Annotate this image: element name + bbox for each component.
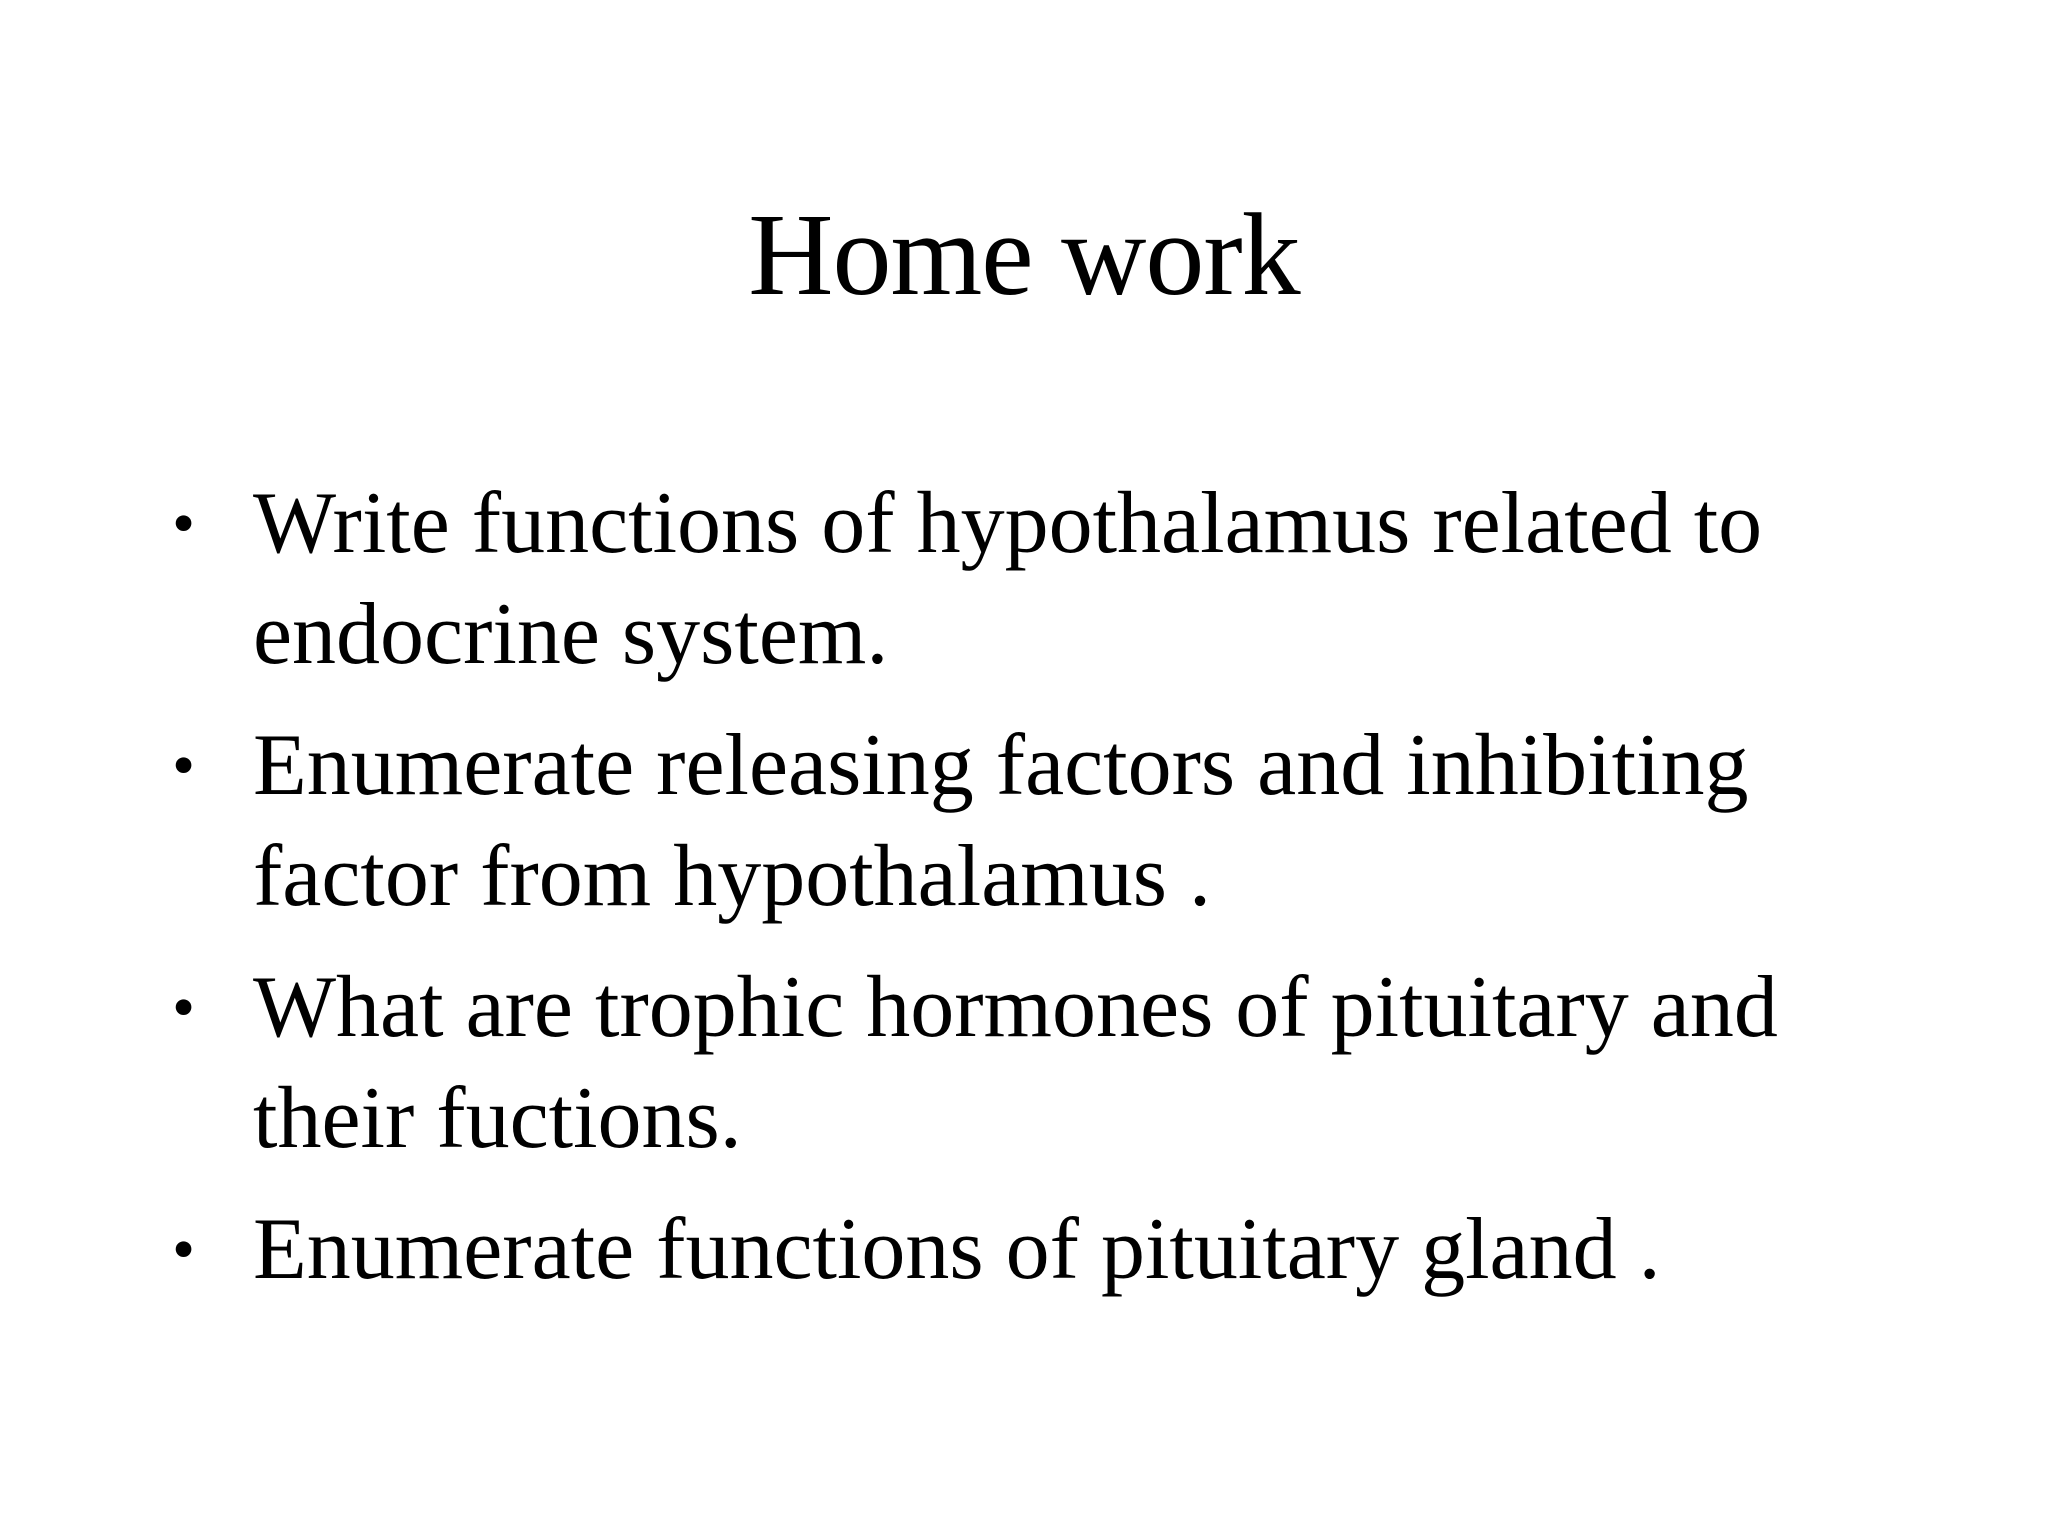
bullet-icon: • [172, 487, 196, 560]
bullet-text: What are trophic hormones of pituitary and their fuctions. [253, 959, 1778, 1167]
bullet-icon: • [172, 1213, 196, 1286]
bullet-text: Enumerate functions of pituitary gland . [253, 1201, 1661, 1298]
bullet-item-hypothalamus-functions [0, 468, 1903, 690]
bullet-item-releasing-factors [0, 710, 1903, 932]
bullet-icon: • [172, 971, 196, 1044]
bullet-list [0, 468, 2048, 1325]
bullet-text: Write functions of hypothalamus related to endocrine system. [253, 475, 1763, 683]
bullet-text: Enumerate releasing factors and inhibiting factor from hypothalamus . [253, 717, 1749, 925]
bullet-icon: • [172, 729, 196, 802]
bullet-item-trophic-hormones [0, 952, 1903, 1174]
bullet-item-pituitary-functions [0, 1194, 1903, 1305]
slide-title: Home work [748, 189, 1300, 320]
